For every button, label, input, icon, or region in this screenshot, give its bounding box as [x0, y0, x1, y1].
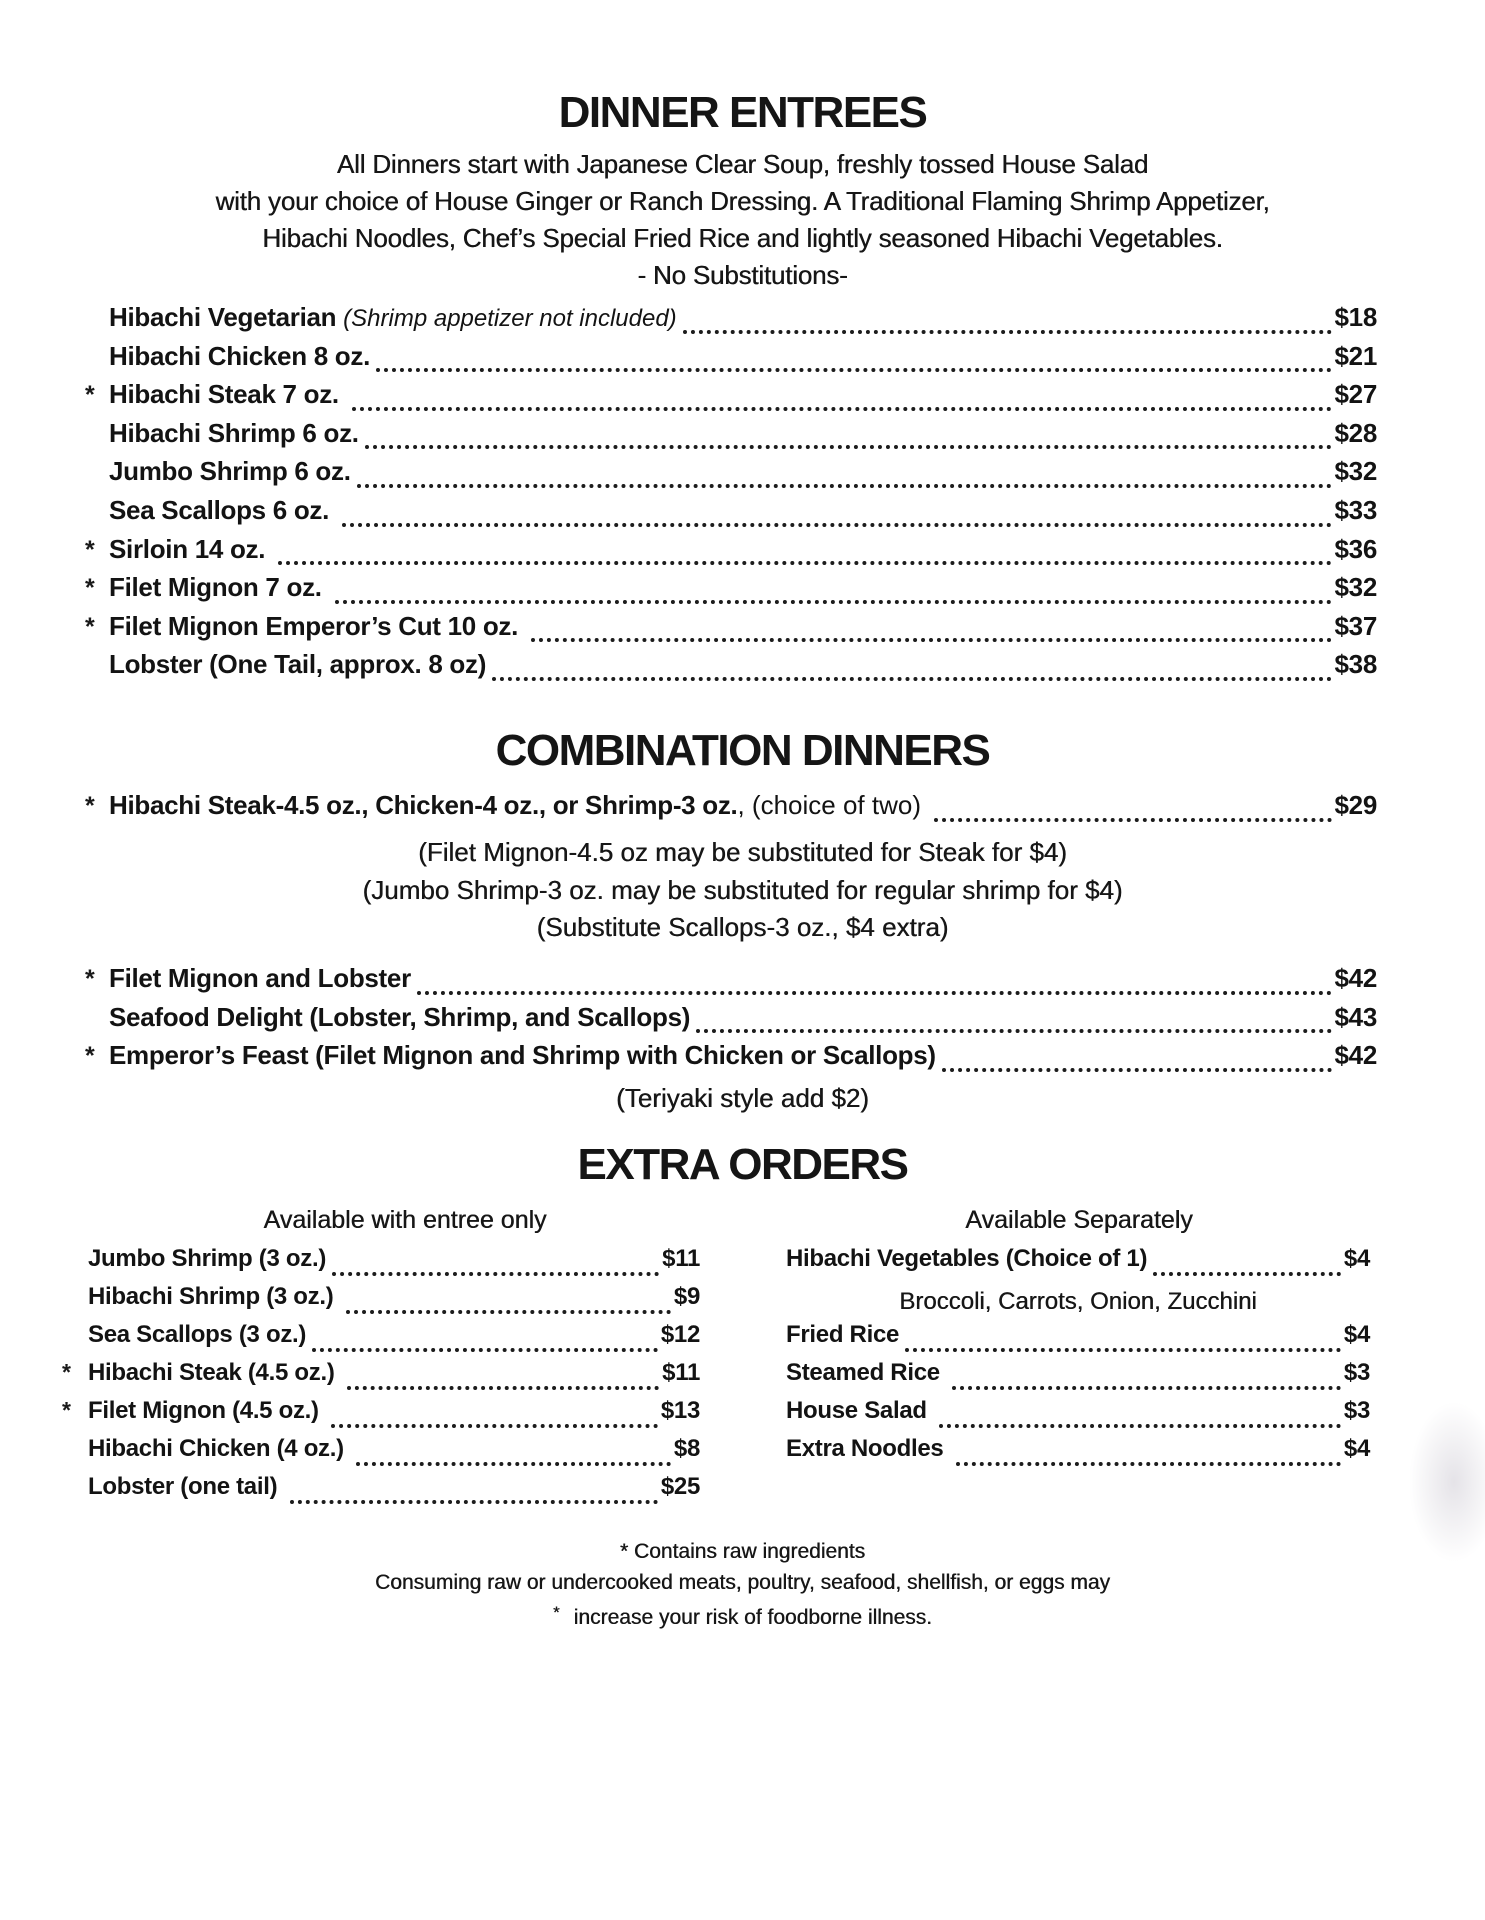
item-price: $37 — [1334, 610, 1377, 641]
dot-leader — [696, 1029, 1331, 1033]
raw-marker: * — [85, 574, 95, 603]
menu-row — [786, 1435, 1370, 1473]
raw-marker: * — [62, 1397, 71, 1423]
item-price: $32 — [1334, 456, 1377, 487]
item-name: Sirloin 14 oz. — [109, 533, 273, 564]
item-price: $29 — [1334, 790, 1377, 820]
menu-row — [85, 456, 1377, 495]
dot-leader — [1153, 1272, 1341, 1276]
item-price: $25 — [660, 1473, 700, 1500]
dot-leader — [335, 600, 1332, 604]
dot-leader — [290, 1500, 658, 1504]
dot-leader — [332, 1272, 659, 1276]
item-price: $3 — [1343, 1397, 1370, 1424]
menu-row — [786, 1397, 1370, 1435]
menu-row — [786, 1245, 1370, 1283]
intro-line-3: Hibachi Noodles, Chef’s Special Fried Rice and lightly seasoned Hibachi Vegetables. — [262, 223, 1223, 253]
dot-leader — [346, 1310, 671, 1314]
dot-leader — [356, 1462, 671, 1466]
menu-row — [62, 1473, 700, 1511]
dot-leader — [683, 330, 1332, 334]
extras-right-list — [786, 1245, 1370, 1473]
item-name: Hibachi Steak 7 oz. — [109, 379, 346, 410]
combination-dinners-title: COMBINATION DINNERS — [495, 726, 990, 775]
item-name: Filet Mignon 7 oz. — [109, 572, 329, 603]
item-price: $8 — [673, 1435, 700, 1462]
item-price: $11 — [662, 1359, 700, 1386]
item-price: $4 — [1343, 1245, 1370, 1272]
menu-row — [62, 1359, 700, 1397]
item-price: $21 — [1334, 340, 1377, 371]
raw-marker: * — [85, 535, 95, 564]
footnote-asterisk: * — [553, 1603, 560, 1622]
dinner-intro — [0, 146, 1485, 294]
dot-leader — [939, 1424, 1341, 1428]
combination-notes — [0, 834, 1485, 947]
item-name: Fried Rice — [786, 1321, 900, 1348]
item-note: (Shrimp appetizer not included) — [343, 305, 677, 332]
item-name: House Salad — [786, 1397, 934, 1424]
menu-row — [85, 790, 1377, 829]
item-name: Hibachi Shrimp (3 oz.) — [88, 1283, 340, 1310]
dot-leader — [492, 677, 1331, 681]
menu-row — [85, 1040, 1377, 1079]
dot-leader — [278, 561, 1331, 565]
item-price: $28 — [1334, 417, 1377, 448]
item-name: Lobster (One Tail, approx. 8 oz) — [109, 649, 487, 680]
menu-row — [85, 649, 1377, 688]
dot-leader — [312, 1348, 658, 1352]
item-name: Hibachi Shrimp 6 oz. — [109, 417, 359, 448]
item-name: Filet Mignon (4.5 oz.) — [88, 1397, 326, 1424]
item-price: $43 — [1334, 1001, 1377, 1032]
menu-row — [62, 1321, 700, 1359]
item-name-regular: , (choice of two) — [737, 790, 929, 820]
item-price: $13 — [660, 1397, 700, 1424]
raw-marker: * — [85, 381, 95, 410]
menu-row — [85, 341, 1377, 380]
item-price: $32 — [1334, 572, 1377, 603]
menu-row — [85, 379, 1377, 418]
menu-row — [85, 963, 1377, 1002]
item-name: Sea Scallops (3 oz.) — [88, 1321, 307, 1348]
dot-leader — [531, 638, 1332, 642]
item-name: Hibachi Chicken 8 oz. — [109, 340, 370, 371]
menu-row — [62, 1435, 700, 1473]
menu-row — [85, 611, 1377, 650]
dinner-entrees-list — [85, 302, 1377, 688]
combination-combo-list — [85, 790, 1377, 829]
footer-line-3: * increase your risk of foodborne illness. — [553, 1603, 932, 1629]
dot-leader — [952, 1386, 1341, 1390]
item-price: $42 — [1334, 1040, 1377, 1071]
dot-leader — [331, 1424, 658, 1428]
item-price: $27 — [1334, 379, 1377, 410]
raw-marker: * — [62, 1359, 71, 1385]
raw-marker: * — [85, 965, 95, 993]
raw-marker: * — [85, 792, 95, 820]
item-name: Steamed Rice — [786, 1359, 947, 1386]
menu-row — [62, 1397, 700, 1435]
item-name: Filet Mignon and Lobster — [109, 963, 411, 993]
item-name: Jumbo Shrimp 6 oz. — [109, 456, 351, 487]
dot-leader — [417, 991, 1332, 995]
dot-leader — [956, 1462, 1341, 1466]
teriyaki-note: (Teriyaki style add $2) — [616, 1083, 869, 1113]
extra-orders-title: EXTRA ORDERS — [577, 1140, 908, 1189]
item-name: Hibachi Steak (4.5 oz.) — [88, 1359, 341, 1386]
extras-left-list — [62, 1245, 700, 1511]
dot-leader — [905, 1348, 1341, 1352]
dot-leader — [365, 445, 1332, 449]
item-name: Hibachi Vegetarian (Shrimp appetizer not included) — [109, 302, 677, 332]
item-name: Seafood Delight (Lobster, Shrimp, and Scallops) — [109, 1001, 691, 1032]
item-price: $4 — [1343, 1321, 1370, 1348]
dot-leader — [342, 523, 1332, 527]
item-name: Emperor’s Feast (Filet Mignon and Shrimp with Chicken or Scallops) — [109, 1040, 936, 1071]
item-name: Sea Scallops 6 oz. — [109, 494, 336, 525]
intro-line-4: - No Substitutions- — [637, 260, 848, 290]
vegetable-choices: Broccoli, Carrots, Onion, Zucchini — [899, 1288, 1257, 1315]
extras-left-header: Available with entree only — [263, 1206, 547, 1234]
item-price: $12 — [660, 1321, 700, 1348]
menu-row — [85, 495, 1377, 534]
menu-row — [85, 418, 1377, 457]
item-price: $4 — [1343, 1435, 1370, 1462]
item-price: $9 — [673, 1283, 700, 1310]
item-price: $11 — [662, 1245, 700, 1272]
dot-leader — [942, 1068, 1332, 1072]
combo-note-1: (Filet Mignon-4.5 oz may be substituted for Steak for $4) — [418, 837, 1067, 867]
menu-row — [62, 1283, 700, 1321]
item-name: Lobster (one tail) — [88, 1473, 284, 1500]
raw-marker: * — [85, 612, 95, 641]
footer-line-1: * Contains raw ingredients — [619, 1540, 866, 1563]
menu-row — [85, 534, 1377, 573]
dinner-entrees-title: DINNER ENTREES — [558, 88, 927, 137]
extras-right-header: Available Separately — [965, 1206, 1193, 1234]
menu-row — [85, 1002, 1377, 1041]
dot-leader — [347, 1386, 659, 1390]
menu-row — [786, 1359, 1370, 1397]
intro-line-2: with your choice of House Ginger or Ranch Dressing. A Traditional Flaming Shrimp Appetizer, — [215, 186, 1270, 216]
item-name: Hibachi Vegetables (Choice of 1) — [786, 1245, 1148, 1272]
raw-marker: * — [85, 1042, 95, 1071]
item-price: $3 — [1343, 1359, 1370, 1386]
item-price: $18 — [1334, 302, 1377, 332]
menu-row — [786, 1321, 1370, 1359]
dot-leader — [934, 818, 1331, 822]
item-name: Hibachi Chicken (4 oz.) — [88, 1435, 351, 1462]
item-price: $36 — [1334, 533, 1377, 564]
menu-row — [62, 1245, 700, 1283]
dot-leader — [376, 368, 1332, 372]
item-name: Filet Mignon Emperor’s Cut 10 oz. — [109, 610, 525, 641]
item-price: $38 — [1334, 649, 1377, 680]
footer-disclaimer — [0, 1537, 1485, 1634]
combo-note-3: (Substitute Scallops-3 oz., $4 extra) — [536, 912, 949, 942]
menu-row — [85, 302, 1377, 341]
item-price: $33 — [1334, 494, 1377, 525]
combination-items-list — [85, 963, 1377, 1079]
combo-note-2: (Jumbo Shrimp-3 oz. may be substituted for regular shrimp for $4) — [362, 874, 1123, 905]
footer-line-2: Consuming raw or undercooked meats, poultry, seafood, shellfish, or eggs may — [375, 1570, 1110, 1594]
intro-line-1: All Dinners start with Japanese Clear Soup, freshly tossed House Salad — [336, 149, 1149, 179]
item-name: Hibachi Steak-4.5 oz., Chicken-4 oz., or Shrimp-3 oz., (choice of two) — [109, 790, 929, 820]
item-price: $42 — [1334, 963, 1377, 993]
item-name: Extra Noodles — [786, 1435, 950, 1462]
item-name: Jumbo Shrimp (3 oz.) — [88, 1245, 327, 1272]
menu-row — [85, 572, 1377, 611]
dot-leader — [357, 484, 1332, 488]
dot-leader — [352, 407, 1332, 411]
